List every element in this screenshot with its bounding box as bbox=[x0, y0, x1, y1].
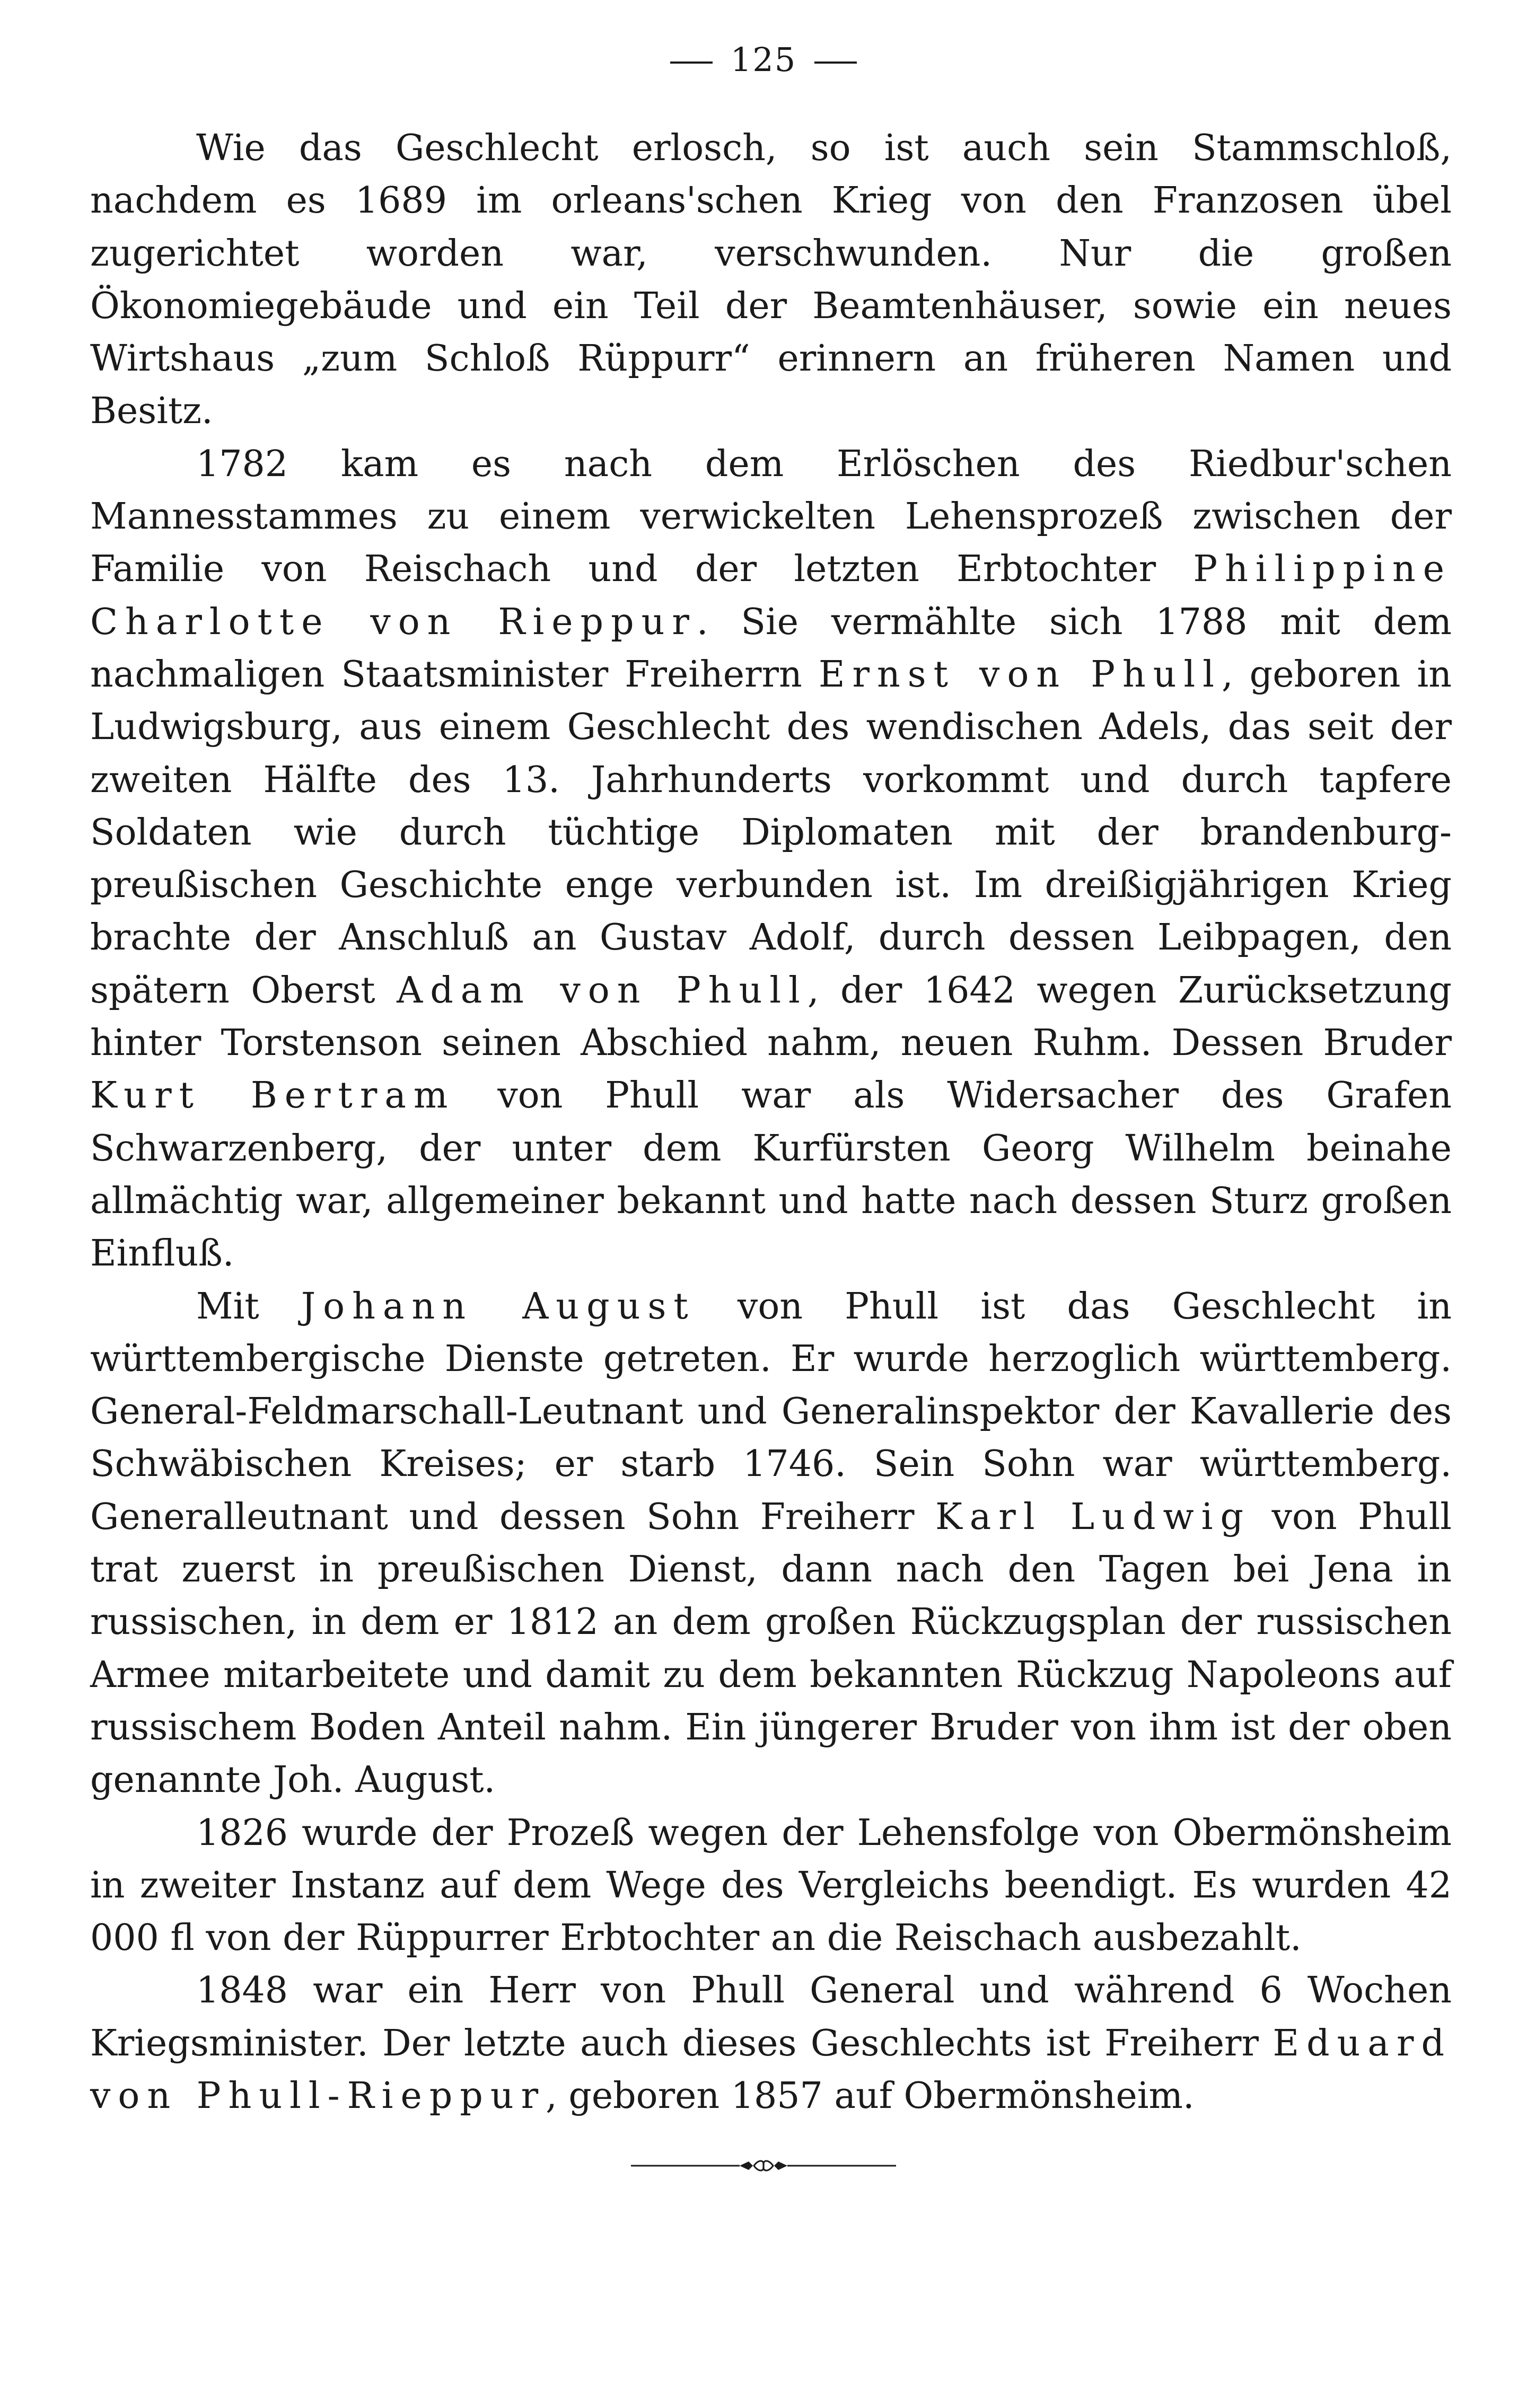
text-run: , geboren in Ludwigsburg, aus einem Geschlecht des wendischen Adels, das seit der zweiten Hälfte des 13. Jahrhunderts vorkommt und durch tapfere Soldaten wie durch tüchtige Diplomaten mit der brandenburg-preußischen Geschichte enge verbunden ist. Im dreißigjährigen Krieg brachte der Anschluß an Gustav Adolf, durch dessen Leibpagen, den spätern Oberst bbox=[90, 653, 1452, 1012]
paragraph bbox=[90, 1807, 1452, 1965]
text-run: von Phull ist das Geschlecht in württembergische Dienste getreten. Er wurde herzoglich württemberg. General-Feldmarschall-Leutnant und Generalinspektor der Kavallerie des Schwäbischen Kreises; er starb 1746. Sein Sohn war württemberg. Generalleutnant und dessen Sohn Freiherr bbox=[90, 1285, 1452, 1538]
tailpiece-ornament-icon bbox=[631, 2155, 896, 2176]
dash-left bbox=[670, 61, 713, 64]
text-run: , geboren 1857 auf Obermönsheim. bbox=[546, 2075, 1195, 2117]
dash-right bbox=[814, 61, 857, 64]
text-run: Mit bbox=[196, 1285, 301, 1328]
text-run: , der 1642 wegen Zurücksetzung hinter Torstenson seinen Abschied nahm, neuen Ruhm. Dessen Bruder bbox=[90, 969, 1452, 1065]
text-run: von Phull trat zuerst in preußischen Dienst, dann nach den Tagen bei Jena in russischen, in dem er 1812 an dem großen Rückzugsplan der russischen Armee mitarbeitete und damit zu dem bekannten Rückzug Napoleons auf russischem Boden Anteil nahm. Ein jüngerer Bruder von ihm ist der oben genannte Joh. August. bbox=[90, 1496, 1452, 1801]
paragraph bbox=[90, 1964, 1452, 2122]
spaced-name: Eduard von Phull-Rieppur bbox=[90, 2022, 1452, 2117]
page-header bbox=[0, 36, 1527, 84]
spaced-name: Philippine Charlotte von Rieppur bbox=[90, 548, 1452, 643]
paragraph bbox=[90, 438, 1452, 1280]
text-run: Wie das Geschlecht erlosch, so ist auch sein Stammschloß, nachdem es 1689 im orleans'schen Krieg von den Franzosen übel zugerichtet worden war, verschwunden. Nur die großen Ökonomiegebäude und ein Teil der Beamtenhäuser, sowie ein neues Wirtshaus „zum Schloß Rüppurr“ erinnern an früheren Namen und Besitz. bbox=[90, 127, 1452, 433]
text-run: von Phull war als Widersacher des Grafen Schwarzenberg, der unter dem Kurfürsten Georg Wilhelm beinahe allmächtig war, allgemeiner bekannt und hatte nach dessen Sturz großen Einfluß. bbox=[90, 1075, 1452, 1275]
text-run: 1826 wurde der Prozeß wegen der Lehensfolge von Obermönsheim in zweiter Instanz auf dem Wege des Vergleichs beendigt. Es wurden 42 000 fl von der Rüppurrer Erbtochter an die Reischach ausbezahlt. bbox=[90, 1812, 1452, 1959]
spaced-name: Ernst von Phull bbox=[818, 653, 1222, 696]
spaced-name: Adam von Phull bbox=[397, 969, 808, 1012]
body-text bbox=[90, 122, 1452, 2122]
spaced-name: Kurt Bertram bbox=[90, 1075, 455, 1117]
text-run: 1848 war ein Herr von Phull General und während 6 Wochen Kriegsminister. Der letzte auch dieses Geschlechts ist Freiherr bbox=[90, 1970, 1452, 2064]
text-run: . Sie vermählte sich 1788 mit dem nachmaligen Staatsminister Freiherrn bbox=[90, 601, 1452, 696]
page-number: 125 bbox=[730, 40, 797, 79]
spaced-name: Johann August bbox=[301, 1285, 696, 1328]
spaced-name: Karl Ludwig bbox=[935, 1496, 1251, 1538]
paragraph bbox=[90, 122, 1452, 438]
text-run: 1782 kam es nach dem Erlöschen des Riedbur'schen Mannesstammes zu einem verwickelten Lehensprozeß zwischen der Familie von Reischach und der letzten Erbtochter bbox=[90, 443, 1452, 591]
paragraph bbox=[90, 1280, 1452, 1807]
